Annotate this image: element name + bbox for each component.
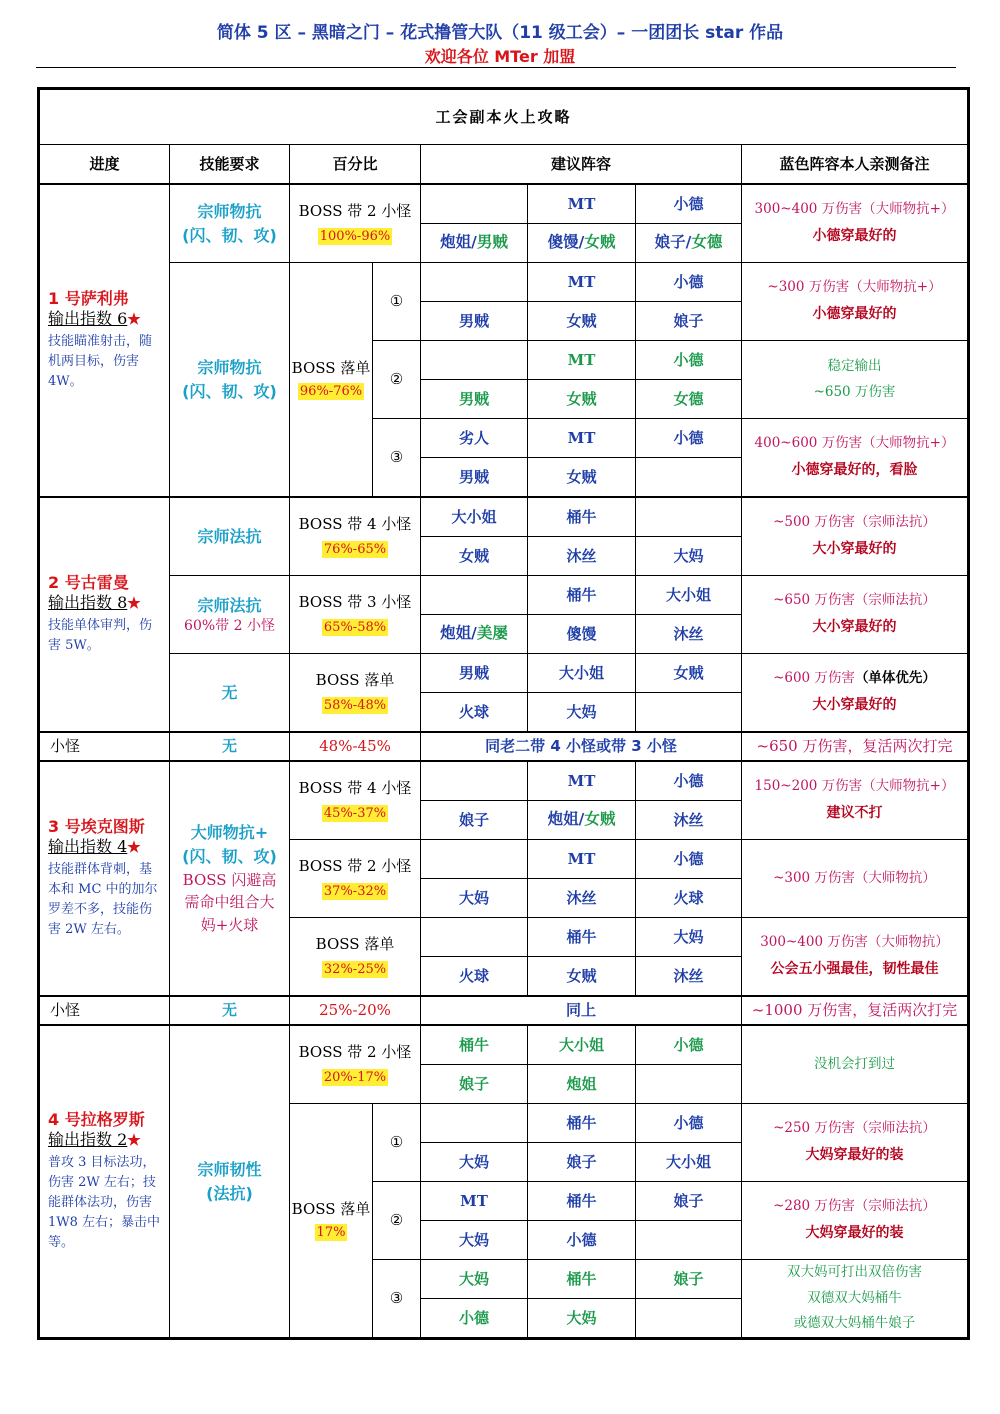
note-line: 建议不打 bbox=[826, 805, 883, 822]
team-slot: 火球 bbox=[421, 957, 528, 997]
note-line: ~300 万伤害（大师物抗+） bbox=[767, 279, 942, 296]
team-slot: 女德 bbox=[636, 380, 742, 419]
star-icon: ★ bbox=[127, 837, 141, 856]
team-slot: 女贼 bbox=[636, 654, 742, 693]
team-slot: 娘子 bbox=[636, 1260, 742, 1299]
team-summary: 同上 bbox=[421, 996, 742, 1025]
team-summary: 同老二带 4 小怪或带 3 小怪 bbox=[421, 732, 742, 761]
team-slot: MT bbox=[528, 840, 636, 879]
team-slot: 沐丝 bbox=[636, 957, 742, 997]
note-line: ~1000 万伤害，复活两次打完 bbox=[742, 996, 969, 1025]
phase-percent: 96%-76% bbox=[299, 384, 363, 400]
note-cell bbox=[742, 419, 969, 498]
phase-percent: 100%-96% bbox=[319, 229, 391, 245]
team-slot: 娘子 bbox=[421, 1065, 528, 1104]
skill-cell bbox=[170, 497, 290, 576]
boss-4-info bbox=[39, 1025, 170, 1339]
note-line: ~250 万伤害（宗师法抗） bbox=[773, 1120, 936, 1137]
team-slot: 小德 bbox=[636, 1104, 742, 1143]
team-slot: 沐丝 bbox=[636, 615, 742, 654]
skill-cell bbox=[170, 263, 290, 498]
note-line: 或德双大妈桶牛娘子 bbox=[793, 1315, 916, 1332]
team-slot: 大小姐 bbox=[636, 1143, 742, 1182]
note-cell bbox=[742, 1025, 969, 1104]
note-line: ~280 万伤害（宗师法抗） bbox=[773, 1198, 936, 1215]
team-slot: MT bbox=[528, 184, 636, 224]
team-slot: 娘子 bbox=[636, 1182, 742, 1221]
percent-cell bbox=[290, 576, 421, 654]
team-slot: 女贼 bbox=[528, 458, 636, 498]
team-slot: 大妈 bbox=[636, 918, 742, 957]
boss-3-info bbox=[39, 761, 170, 996]
team-slot: 桶牛 bbox=[528, 1260, 636, 1299]
note-line: 公会五小强最佳，韧性最佳 bbox=[770, 961, 939, 978]
team-slot: 沐丝 bbox=[528, 879, 636, 918]
phase-label: BOSS 带 2 小怪 bbox=[298, 201, 412, 220]
skill-cell bbox=[170, 654, 290, 733]
note-line: ~500 万伤害（宗师法抗） bbox=[773, 514, 936, 531]
team-slot: 小德 bbox=[636, 341, 742, 380]
team-slot bbox=[421, 576, 528, 615]
team-slot: 大小姐 bbox=[528, 1025, 636, 1065]
boss-name: 4 号拉格罗斯 bbox=[48, 1109, 145, 1129]
output-score: 输出指数 8 bbox=[48, 592, 128, 612]
note-cell bbox=[742, 840, 969, 918]
phase-label: BOSS 带 2 小怪 bbox=[298, 1042, 412, 1061]
note-line: ~650 万伤害 bbox=[813, 383, 896, 400]
team-slot: MT bbox=[421, 1182, 528, 1221]
team-slot: 桶牛 bbox=[528, 497, 636, 537]
team-slot bbox=[636, 458, 742, 498]
note-line: ~650 万伤害，复活两次打完 bbox=[742, 732, 969, 761]
team-slot: 傻馒/女贼 bbox=[528, 224, 636, 263]
phase-percent: 76%-65% bbox=[323, 542, 387, 558]
strategy-table bbox=[37, 87, 970, 1340]
team-slot bbox=[421, 840, 528, 879]
note-line: 150~200 万伤害（大师物抗+） bbox=[754, 778, 955, 795]
team-slot: 大妈 bbox=[421, 1143, 528, 1182]
team-slot: 小德 bbox=[528, 1221, 636, 1260]
team-slot: 女贼 bbox=[528, 957, 636, 997]
note-cell bbox=[742, 184, 969, 263]
minion-label: 小怪 bbox=[39, 732, 170, 761]
team-slot: 炮姐/美屡 bbox=[421, 615, 528, 654]
team-slot: 女贼 bbox=[421, 537, 528, 576]
phase-percent: 32%-25% bbox=[323, 962, 387, 978]
note-line: 大小穿最好的 bbox=[812, 619, 897, 636]
team-slot: MT bbox=[528, 761, 636, 801]
boss-name: 3 号埃克图斯 bbox=[48, 816, 145, 836]
team-slot: 娘子/女德 bbox=[636, 224, 742, 263]
phase-label: BOSS 带 2 小怪 bbox=[298, 856, 412, 875]
team-slot: 小德 bbox=[636, 419, 742, 458]
team-slot: 桶牛 bbox=[528, 1104, 636, 1143]
team-slot: MT bbox=[528, 263, 636, 302]
team-slot: 大小姐 bbox=[636, 576, 742, 615]
team-slot: 娘子 bbox=[636, 302, 742, 341]
skill-note: BOSS 闪避高需命中组合大妈+火球 bbox=[182, 870, 277, 934]
skill-requirement: 宗师法抗 bbox=[197, 595, 262, 615]
team-slot: MT bbox=[528, 341, 636, 380]
team-slot: 娘子 bbox=[528, 1143, 636, 1182]
note-line: 300~400 万伤害（大师物抗） bbox=[760, 934, 949, 951]
note-line: 400~600 万伤害（大师物抗+） bbox=[754, 435, 955, 452]
star-icon: ★ bbox=[127, 309, 141, 328]
note-cell bbox=[742, 263, 969, 341]
team-slot: 沐丝 bbox=[636, 801, 742, 840]
team-slot bbox=[636, 693, 742, 733]
team-slot: 大妈 bbox=[421, 1260, 528, 1299]
col-header-team: 建议阵容 bbox=[421, 145, 742, 185]
phase-percent: 37%-32% bbox=[323, 884, 387, 900]
percent-cell bbox=[290, 654, 421, 733]
team-slot: 小德 bbox=[636, 840, 742, 879]
team-slot bbox=[421, 1104, 528, 1143]
team-slot: 大妈 bbox=[636, 537, 742, 576]
phase-label: BOSS 落单 bbox=[291, 1199, 371, 1218]
skill-stats: (闪、韧、攻) bbox=[182, 846, 277, 866]
team-slot: 女贼 bbox=[528, 302, 636, 341]
page-title: 工会副本火上攻略 bbox=[39, 89, 969, 145]
boss-description: 技能单体审判，伤害 5W。 bbox=[48, 617, 153, 653]
note-line: 小德穿最好的 bbox=[812, 228, 897, 245]
team-slot bbox=[421, 341, 528, 380]
star-icon: ★ bbox=[127, 593, 141, 612]
boss-description: 技能群体背刺，基本和 MC 中的加尔罗差不多，技能伤害 2W 左右。 bbox=[48, 861, 158, 938]
percent-cell bbox=[290, 1104, 373, 1339]
boss-name: 1 号萨利弗 bbox=[48, 288, 129, 308]
skill-note: 60%带 2 小怪 bbox=[184, 617, 275, 634]
note-line: 没机会打到过 bbox=[814, 1055, 895, 1072]
team-slot: 大妈 bbox=[528, 1299, 636, 1339]
skill-requirement: 无 bbox=[221, 682, 238, 702]
team-slot bbox=[636, 497, 742, 537]
note-line: 300~400 万伤害（大师物抗+） bbox=[754, 201, 955, 218]
team-slot: 大妈 bbox=[421, 1221, 528, 1260]
team-slot: 桶牛 bbox=[528, 1182, 636, 1221]
note-cell bbox=[742, 1182, 969, 1260]
skill-requirement: 无 bbox=[170, 732, 290, 761]
percent-cell bbox=[290, 761, 421, 840]
team-slot: 女贼 bbox=[528, 380, 636, 419]
team-slot: 男贼 bbox=[421, 458, 528, 498]
skill-requirement: 宗师韧性 bbox=[197, 1159, 262, 1179]
col-header-percent: 百分比 bbox=[290, 145, 421, 185]
team-slot bbox=[421, 184, 528, 224]
team-slot bbox=[421, 761, 528, 801]
team-slot: 小德 bbox=[421, 1299, 528, 1339]
percent-cell bbox=[290, 840, 421, 918]
team-slot: 小德 bbox=[636, 263, 742, 302]
note-line: 稳定输出 bbox=[827, 357, 882, 374]
star-icon: ★ bbox=[127, 1130, 141, 1149]
phase-label: BOSS 带 4 小怪 bbox=[298, 514, 412, 533]
note-cell bbox=[742, 497, 969, 576]
team-slot: 娘子 bbox=[421, 801, 528, 840]
phase-label: BOSS 带 4 小怪 bbox=[298, 778, 412, 797]
skill-cell bbox=[170, 184, 290, 263]
skill-cell bbox=[170, 761, 290, 996]
minion-row bbox=[39, 732, 969, 761]
team-slot: 劣人 bbox=[421, 419, 528, 458]
team-slot: 傻馒 bbox=[528, 615, 636, 654]
col-header-skill: 技能要求 bbox=[170, 145, 290, 185]
team-slot: 小德 bbox=[636, 184, 742, 224]
percent-cell bbox=[290, 1025, 421, 1104]
phase-label: BOSS 落单 bbox=[291, 358, 371, 377]
output-score: 输出指数 6 bbox=[48, 308, 128, 328]
team-slot: 大小姐 bbox=[528, 654, 636, 693]
team-slot: 小德 bbox=[636, 761, 742, 801]
boss-name: 2 号古雷曼 bbox=[48, 572, 129, 592]
note-line: 双德双大妈桶牛 bbox=[807, 1289, 902, 1306]
note-cell bbox=[742, 654, 969, 733]
team-slot: 炮姐 bbox=[528, 1065, 636, 1104]
team-slot bbox=[636, 1221, 742, 1260]
team-slot bbox=[421, 918, 528, 957]
percent-cell bbox=[290, 184, 421, 263]
team-slot: 大妈 bbox=[528, 693, 636, 733]
team-slot: 男贼 bbox=[421, 654, 528, 693]
team-slot bbox=[421, 263, 528, 302]
note-line: 小德穿最好的 bbox=[812, 306, 897, 323]
boss-1-info bbox=[39, 184, 170, 497]
note-line: ~300 万伤害（大师物抗） bbox=[773, 869, 936, 886]
percent-cell bbox=[290, 918, 421, 997]
boss-description: 普攻 3 目标法功，伤害 2W 左右；技能群体法功，伤害 1W8 左右；暴击中等。 bbox=[48, 1154, 161, 1251]
col-header-progress: 进度 bbox=[39, 145, 170, 185]
skill-cell bbox=[170, 576, 290, 654]
team-slot: MT bbox=[528, 419, 636, 458]
note-line: 大小穿最好的 bbox=[812, 697, 897, 714]
minion-row bbox=[39, 996, 969, 1025]
note-cell bbox=[742, 918, 969, 997]
skill-cell bbox=[170, 1025, 290, 1339]
team-slot: 小德 bbox=[636, 1025, 742, 1065]
note-cell bbox=[742, 1260, 969, 1339]
note-cell bbox=[742, 576, 969, 654]
team-slot: 男贼 bbox=[421, 302, 528, 341]
output-score: 输出指数 4 bbox=[48, 836, 128, 856]
skill-requirement: 宗师法抗 bbox=[197, 526, 262, 546]
phase-percent: 17% bbox=[316, 1225, 346, 1241]
note-line: 大妈穿最好的装 bbox=[805, 1147, 904, 1164]
team-slot: 大小姐 bbox=[421, 497, 528, 537]
phase-percent: 20%-17% bbox=[323, 1070, 387, 1086]
skill-requirement: 宗师物抗 bbox=[197, 201, 262, 221]
note-line: 双大妈可打出双倍伤害 bbox=[787, 1264, 922, 1281]
percent-cell bbox=[290, 497, 421, 576]
boss-description: 技能瞄准射击，随机两目标，伤害 4W。 bbox=[48, 333, 153, 390]
note-cell bbox=[742, 761, 969, 840]
sub-phase-marker: ③ bbox=[373, 419, 421, 498]
skill-requirement: 大师物抗+ bbox=[190, 822, 269, 842]
note-cell bbox=[742, 1104, 969, 1182]
team-slot: 火球 bbox=[636, 879, 742, 918]
output-score: 输出指数 2 bbox=[48, 1129, 128, 1149]
skill-requirement: 宗师物抗 bbox=[197, 357, 262, 377]
team-slot: 大妈 bbox=[421, 879, 528, 918]
col-header-notes: 蓝色阵容本人亲测备注 bbox=[742, 145, 969, 185]
phase-percent: 25%-20% bbox=[290, 996, 421, 1025]
team-slot: 桶牛 bbox=[528, 918, 636, 957]
phase-percent: 58%-48% bbox=[323, 698, 387, 714]
sub-phase-marker: ③ bbox=[373, 1260, 421, 1339]
phase-percent: 45%-37% bbox=[323, 806, 387, 822]
header-line-2: 欢迎各位 MTer 加盟 bbox=[424, 47, 576, 66]
sub-phase-marker: ① bbox=[373, 263, 421, 341]
header-line-1: 简体 5 区 – 黑暗之门 – 花式撸管大队（11 级工会）– 一团团长 star 作品 bbox=[216, 23, 784, 43]
note-line: ~600 万伤害（单体优先） bbox=[773, 670, 936, 687]
minion-label: 小怪 bbox=[39, 996, 170, 1025]
team-slot: 桶牛 bbox=[421, 1025, 528, 1065]
header-divider bbox=[36, 67, 956, 68]
team-slot: 炮姐/女贼 bbox=[528, 801, 636, 840]
note-cell bbox=[742, 341, 969, 419]
note-line: 大小穿最好的 bbox=[812, 541, 897, 558]
phase-label: BOSS 带 3 小怪 bbox=[298, 592, 412, 611]
sub-phase-marker: ② bbox=[373, 341, 421, 419]
skill-stats: (法抗) bbox=[206, 1183, 253, 1203]
team-slot: 火球 bbox=[421, 693, 528, 733]
note-line: ~650 万伤害（宗师法抗） bbox=[773, 592, 936, 609]
phase-label: BOSS 落单 bbox=[315, 670, 395, 689]
note-line: 大妈穿最好的装 bbox=[805, 1225, 904, 1242]
sub-phase-marker: ② bbox=[373, 1182, 421, 1260]
skill-requirement: 无 bbox=[170, 996, 290, 1025]
team-slot: 桶牛 bbox=[528, 576, 636, 615]
team-slot: 沐丝 bbox=[528, 537, 636, 576]
skill-stats: (闪、韧、攻) bbox=[182, 381, 277, 401]
team-slot bbox=[636, 1065, 742, 1104]
phase-percent: 48%-45% bbox=[290, 732, 421, 761]
phase-label: BOSS 落单 bbox=[315, 934, 395, 953]
note-line: 小德穿最好的，看脸 bbox=[791, 462, 918, 479]
skill-stats: (闪、韧、攻) bbox=[182, 225, 277, 245]
percent-cell bbox=[290, 263, 373, 498]
team-slot bbox=[636, 1299, 742, 1339]
team-slot: 男贼 bbox=[421, 380, 528, 419]
sub-phase-marker: ① bbox=[373, 1104, 421, 1182]
team-slot: 炮姐/男贼 bbox=[421, 224, 528, 263]
phase-percent: 65%-58% bbox=[323, 620, 387, 636]
boss-2-info bbox=[39, 497, 170, 732]
